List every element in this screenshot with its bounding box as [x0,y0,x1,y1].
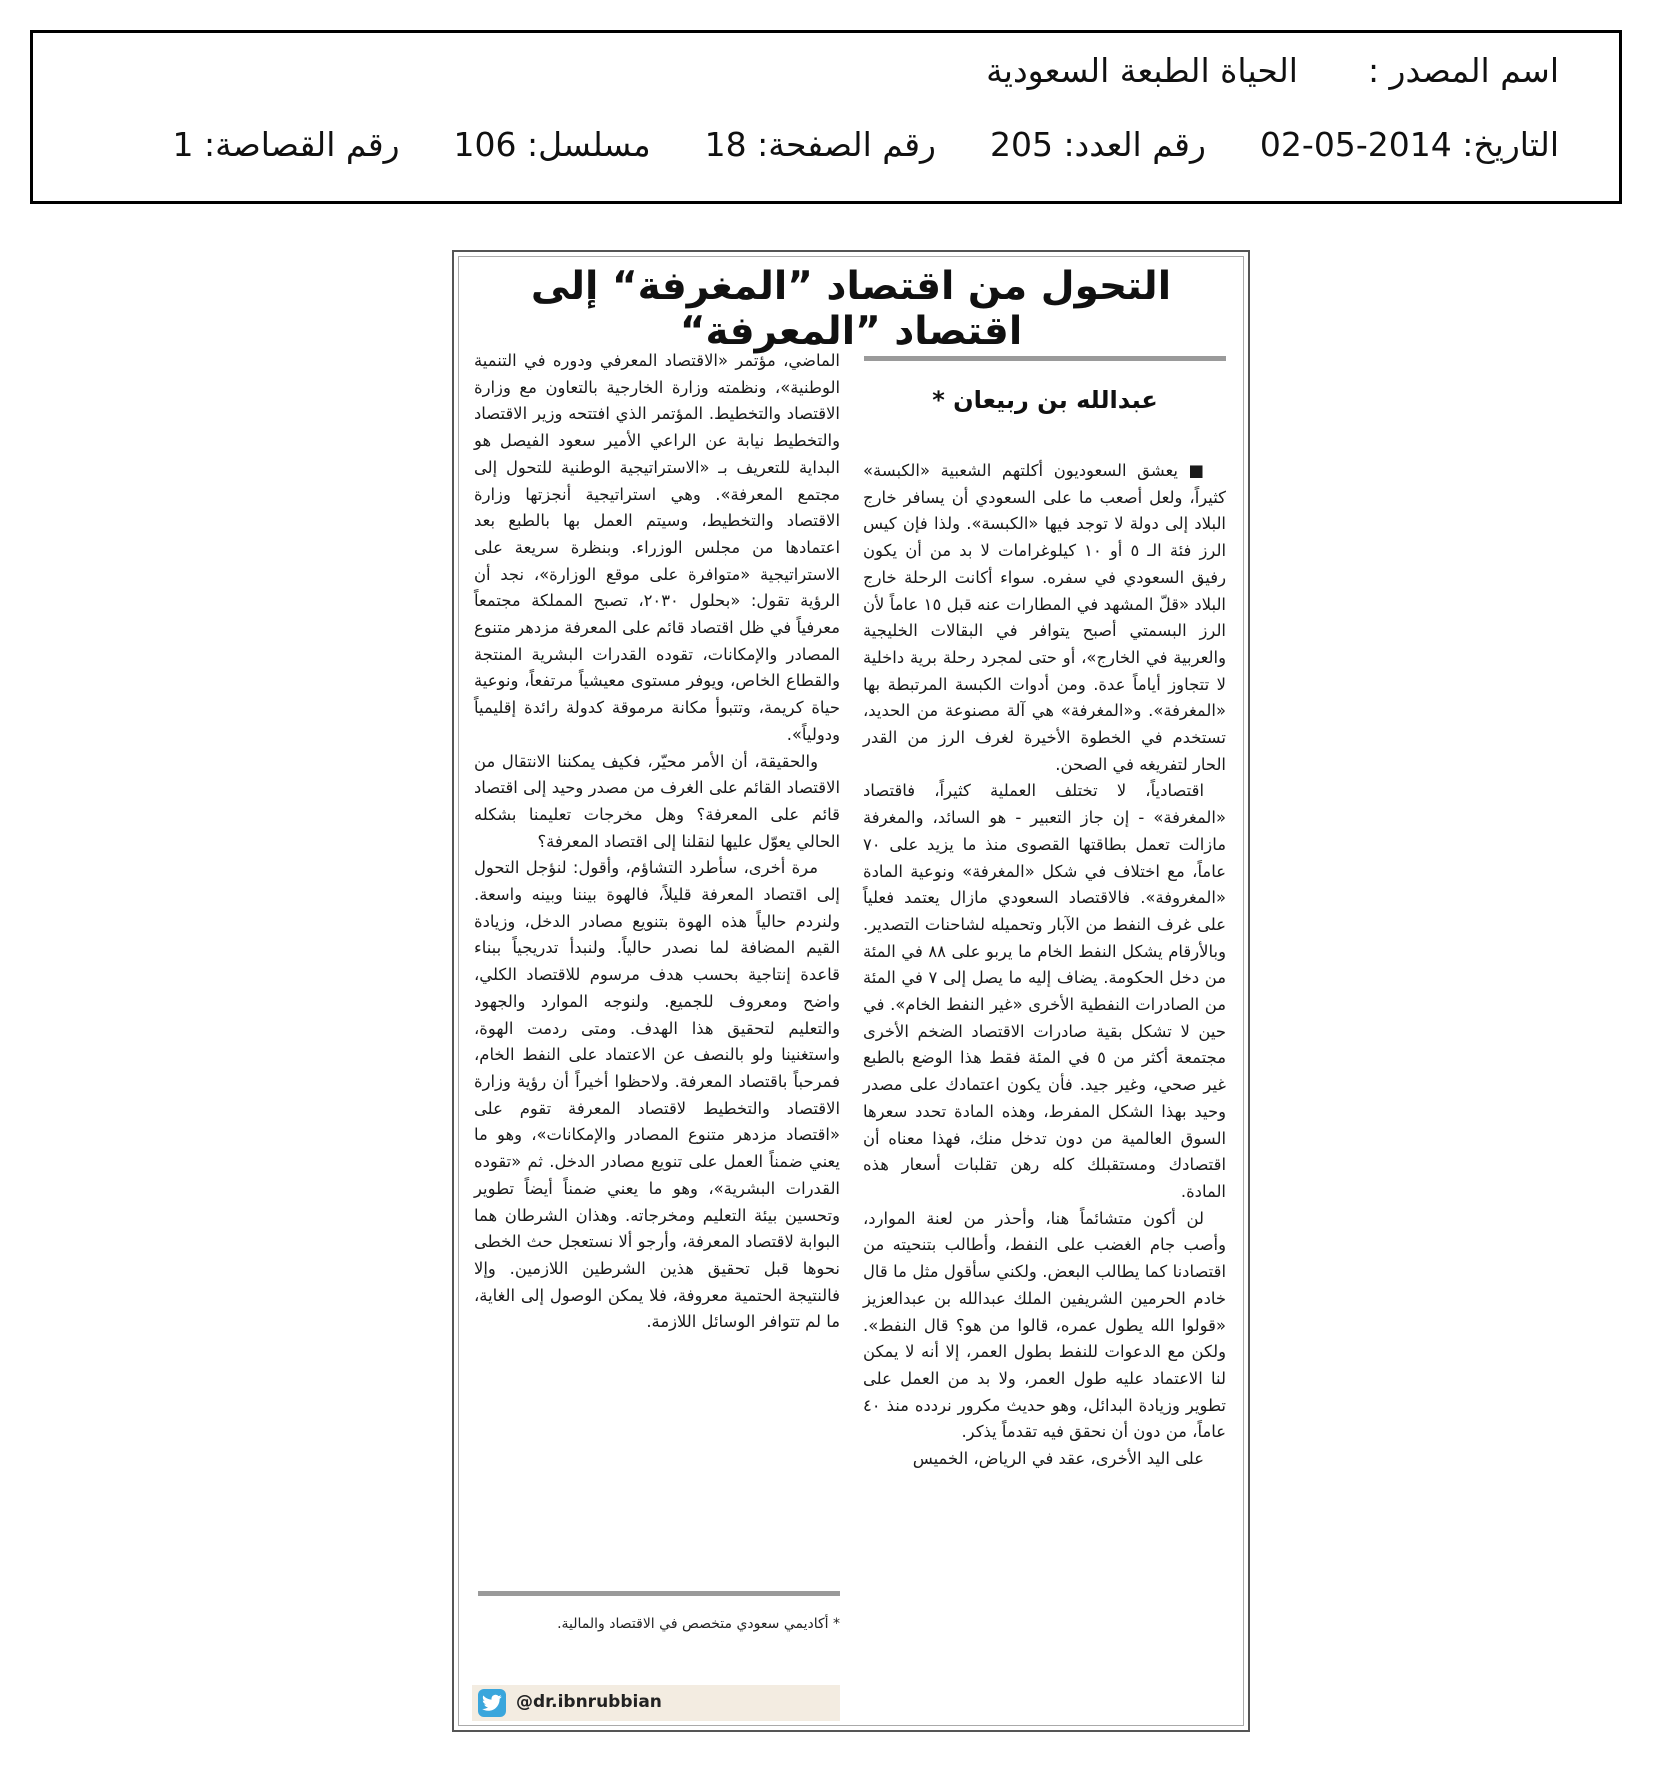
source-meta-row [172,125,1559,164]
twitter-bar [472,1685,840,1721]
source-clip-number: رقم القصاصة: 1 [172,125,400,164]
source-serial: مسلسل: 106 [453,125,651,164]
article-column-right [863,458,1226,1473]
footnote-divider [478,1591,840,1596]
newspaper-clipping [452,250,1250,1732]
article-author: عبدالله بن ربيعان * [932,386,1158,414]
source-date: التاريخ: 2014-05-02 [1259,125,1559,164]
source-name-label: اسم المصدر : [1367,51,1559,90]
paragraph: لن أكون متشائماً هنا، وأحذر من لعنة الموارد، وأصب جام الغضب على النفط، وأطالب بتنحيته من اقتصادنا كما يطالب البعض. ولكني سأقول مثل ما قال خادم الحرمين الشريفين الملك عبدالله بن عبدالعزيز «قولوا الله يطول عمره، قالوا من هو؟ قال النفط». ولكن مع الدعوات للنفط بطول العمر، إلا أنه لا يمكن لنا الاعتماد عليه طول العمر، ولا بد من العمل على تطوير وزيادة البدائل، وهو حديث مكرور نردده منذ ٤٠ عاماً، من دون أن نحقق فيه تقدماً يذكر. [863,1208,1226,1442]
twitter-icon [478,1689,506,1717]
article-column-left [474,348,840,1336]
paragraph: اقتصادياً، لا تختلف العملية كثيراً، فاقتصاد «المغرفة» - إن جاز التعبير - هو السائد، والمغرفة مازالت تعمل بطاقتها القصوى منذ ما يزيد على ٧٠ عاماً، مع اختلاف في شكل «المغرفة» ونوعية المادة «المغروفة». فالاقتصاد السعودي مازال يعتمد فعلياً على غرف النفط من الآبار وتحميله لشاحنات التصدير. وبالأرقام يشكل النفط الخام ما يربو على ٨٨ في المئة من دخل الحكومة. يضاف إليه ما يصل إلى ٧ في المئة من الصادرات النفطية الأخرى «غير النفط الخام». في حين لا تشكل بقية صادرات الاقتصاد الضخم الأخرى مجتمعة أكثر من ٥ في المئة فقط هذا الوضع بالطبع غير صحي، وغير جيد. فأن يكون اعتمادك على مصدر وحيد بهذا الشكل المفرط، وهذه المادة تحدد سعرها السوق العالمية من دون تدخل منك، فهذا معناه أن اقتصادك ومستقبلك كله رهن تقلبات أسعار هذه المادة. [863,781,1226,1201]
source-name-row [986,51,1559,90]
twitter-handle: @dr.ibnrubbian [516,1692,662,1712]
paragraph: ■ يعشق السعوديون أكلتهم الشعبية «الكبسة» كثيراً، ولعل أصعب ما على السعودي أن يسافر خارج البلاد إلى دولة لا توجد فيها «الكبسة». ولذا فإن كيس الرز فئة الـ ٥ أو ١٠ كيلوغرامات لا بد من أن يكون رفيق السعودي في سفره. سواء أكانت الرحلة خارج البلاد «قلّ المشهد في المطارات عنه قبل ١٥ عاماً لأن الرز البسمتي أصبح يتوافر في البقالات الخليجية والعربية في الخارج»، أو حتى لمجرد رحلة برية داخلية لا تتجاوز أياماً عدة. ومن أدوات الكبسة المرتبطة بها «المغرفة». و«المغرفة» هي آلة مصنوعة من الحديد، تستخدم في الخطوة الأخيرة لغرف الرز من القدر الحار لتفريغه في الصحن. [863,461,1226,774]
paragraph: الماضي، مؤتمر «الاقتصاد المعرفي ودوره في التنمية الوطنية»، ونظمته وزارة الخارجية بالتعاون مع وزارة الاقتصاد والتخطيط. المؤتمر الذي افتتحه وزير الاقتصاد والتخطيط نيابة عن الراعي الأمير سعود الفيصل هو البداية للتعريف بـ «الاستراتيجية الوطنية للتحول إلى مجتمع المعرفة». وهي استراتيجية أنجزتها وزارة الاقتصاد والتخطيط، وسيتم العمل بها بالطبع بعد اعتمادها من مجلس الوزراء. وبنظرة سريعة على الاستراتيجية «متوافرة على موقع الوزارة»، نجد أن الرؤية تقول: «بحلول ٢٠٣٠، تصبح المملكة مجتمعاً معرفياً في ظل اقتصاد قائم على المعرفة مزدهر متنوع المصادر والإمكانات، تقوده القدرات البشرية المنتجة والقطاع الخاص، ويوفر مستوى معيشياً مرتفعاً، ونوعية حياة كريمة، وتتبوأ مكانة مرموقة كدولة رائدة إقليمياً ودولياً». [474,351,840,744]
paragraph: على اليد الأخرى، عقد في الرياض، الخميس [912,1449,1204,1469]
paragraph: مرة أخرى، سأطرد التشاؤم، وأقول: لنؤجل التحول إلى اقتصاد المعرفة قليلاً، فالهوة بيننا وبينه واسعة. ولنردم حالياً هذه الهوة بتنويع مصادر الدخل، وزيادة القيم المضافة لما نصدر حالياً. ولنبدأ تدريجياً ببناء قاعدة إنتاجية بحسب هدف مرسوم للاقتصاد الكلي، واضح ومعروف للجميع. ولنوجه الموارد والجهود والتعليم لتحقيق هذا الهدف. ومتى ردمت الهوة، واستغنينا ولو بالنصف عن الاعتماد على النفط الخام، فمرحباً باقتصاد المعرفة. ولاحظوا أخيراً أن رؤية وزارة الاقتصاد والتخطيط لاقتصاد المعرفة تقوم على «اقتصاد مزدهر متنوع المصادر والإمكانات»، وهو ما يعني ضمناً العمل على تنويع مصادر الدخل. ثم «تقوده القدرات البشرية»، وهو ما يعني ضمناً أيضاً تطوير وتحسين بيئة التعليم ومخرجاته. وهذان الشرطان هما البوابة لاقتصاد المعرفة، وأرجو ألا نستعجل حث الخطى نحوها قبل تحقيق هذين الشرطين اللازمين. وإلا فالنتيجة الحتمية معروفة، فلا يمكن الوصول إلى الغاية، ما لم تتوافر الوسائل اللازمة. [474,858,840,1332]
author-divider [864,356,1226,361]
paragraph: والحقيقة، أن الأمر محيّر، فكيف يمكننا الانتقال من الاقتصاد القائم على الغرف من مصدر وحيد إلى اقتصاد قائم على المعرفة؟ وهل مخرجات تعليمنا بشكله الحالي يعوّل عليها لنقلنا إلى اقتصاد المعرفة؟ [474,751,840,851]
source-info-box [30,30,1622,204]
author-footnote: * أكاديمي سعودي متخصص في الاقتصاد والمالية. [557,1616,840,1632]
source-name-value: الحياة الطبعة السعودية [986,51,1298,90]
source-page: رقم الصفحة: 18 [704,125,936,164]
article-headline: التحول من اقتصاد ”المغرفة“ إلى اقتصاد ”المعرفة“ [530,264,1172,354]
source-issue: رقم العدد: 205 [989,125,1206,164]
